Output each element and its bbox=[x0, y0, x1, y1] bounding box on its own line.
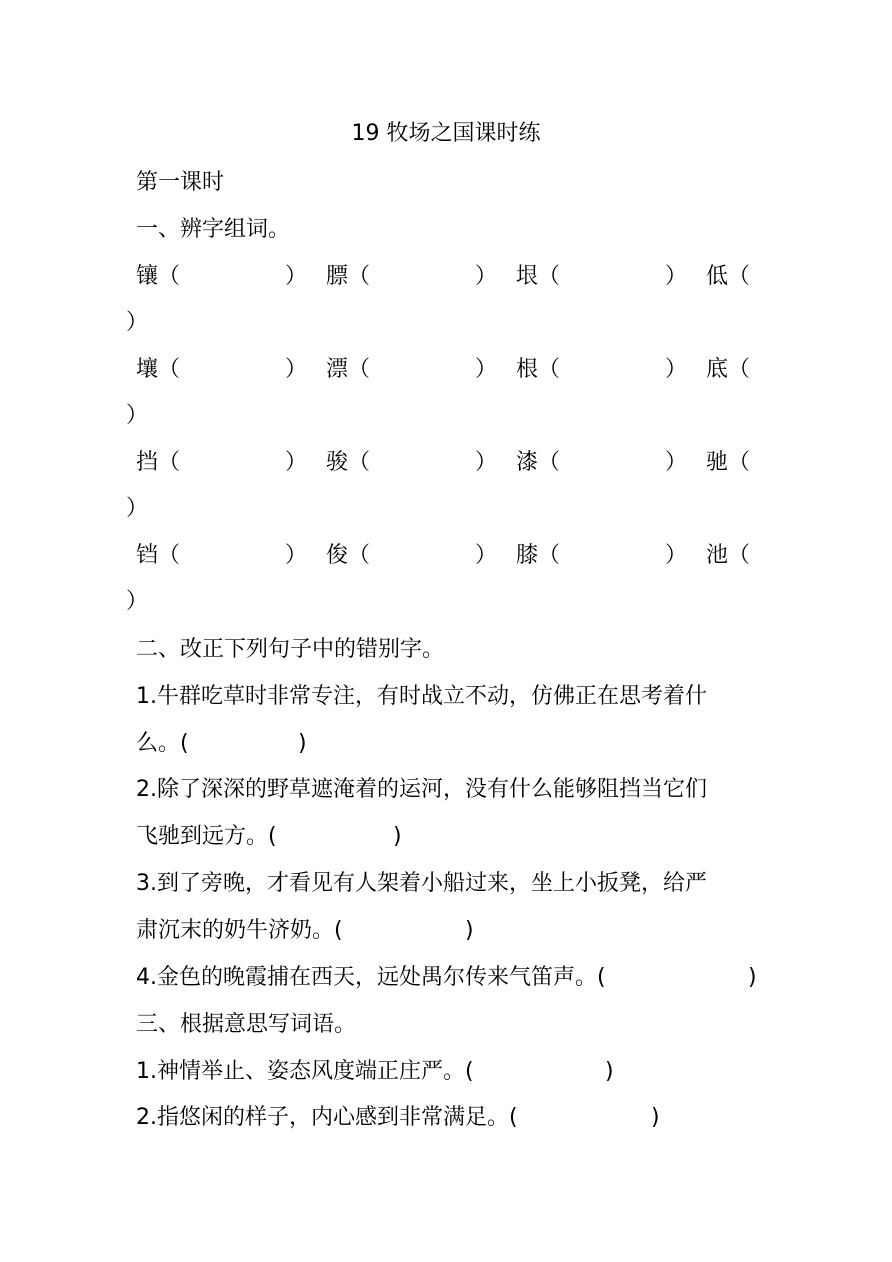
blank-close: ) bbox=[393, 824, 402, 849]
char-item: 驰（ bbox=[706, 450, 751, 475]
blank-close: ） bbox=[475, 357, 498, 382]
blank-close: ） bbox=[285, 450, 308, 475]
blank-close: ） bbox=[126, 496, 149, 521]
char-item: 池（ bbox=[706, 543, 751, 568]
blank-close: ) bbox=[748, 965, 757, 990]
char-item: 膝（ bbox=[516, 543, 561, 568]
blank-close: ） bbox=[126, 310, 149, 335]
page-title: 19 牧场之国课时练 bbox=[351, 121, 541, 146]
question-line: 飞驰到远方。( bbox=[136, 824, 277, 849]
section3-heading: 三、根据意思写词语。 bbox=[136, 1012, 357, 1037]
char-item: 底（ bbox=[706, 357, 751, 382]
question-line: 2.除了深深的野草遮淹着的运河，没有什么能够阻挡当它们 bbox=[136, 777, 707, 802]
question-line: 2.指悠闲的样子，内心感到非常满足。( bbox=[136, 1105, 518, 1130]
question-line: 肃沉末的奶牛济奶。( bbox=[136, 918, 343, 943]
blank-close: ） bbox=[665, 264, 688, 289]
section1-heading: 一、辨字组词。 bbox=[136, 217, 291, 242]
section2-heading: 二、改正下列句子中的错别字。 bbox=[136, 637, 445, 662]
blank-close: ) bbox=[465, 918, 474, 943]
blank-close: ） bbox=[285, 543, 308, 568]
blank-close: ） bbox=[285, 357, 308, 382]
question-line: 1.牛群吃草时非常专注，有时战立不动，仿佛正在思考着什 bbox=[136, 684, 707, 709]
blank-close: ） bbox=[665, 450, 688, 475]
blank-close: ) bbox=[651, 1105, 660, 1130]
char-item: 漂（ bbox=[326, 357, 371, 382]
blank-close: ） bbox=[126, 589, 149, 614]
blank-close: ） bbox=[665, 543, 688, 568]
blank-close: ） bbox=[126, 403, 149, 428]
char-item: 骏（ bbox=[326, 450, 371, 475]
char-item: 垠（ bbox=[516, 264, 561, 289]
char-item: 挡（ bbox=[136, 450, 181, 475]
char-item: 俊（ bbox=[326, 543, 371, 568]
question-line: 1.神情举止、姿态风度端正庄严。( bbox=[136, 1059, 474, 1084]
char-item: 镶（ bbox=[136, 264, 181, 289]
question-line: 么。( bbox=[136, 731, 189, 756]
blank-close: ） bbox=[475, 543, 498, 568]
char-item: 膘（ bbox=[326, 264, 371, 289]
blank-close: ） bbox=[475, 450, 498, 475]
char-item: 根（ bbox=[516, 357, 561, 382]
char-item: 漆（ bbox=[516, 450, 561, 475]
blank-close: ) bbox=[605, 1059, 614, 1084]
char-item: 壤（ bbox=[136, 357, 181, 382]
blank-close: ） bbox=[475, 264, 498, 289]
char-item: 低（ bbox=[706, 264, 751, 289]
question-line: 4.金色的晚霞捕在西天，远处禺尔传来气笛声。( bbox=[136, 965, 606, 990]
question-line: 3.到了旁晚，才看见有人架着小船过来，坐上小扳凳，给严 bbox=[136, 871, 707, 896]
blank-close: ) bbox=[298, 731, 307, 756]
blank-close: ） bbox=[285, 264, 308, 289]
char-item: 铛（ bbox=[136, 543, 181, 568]
blank-close: ） bbox=[665, 357, 688, 382]
lesson-label: 第一课时 bbox=[136, 170, 225, 195]
